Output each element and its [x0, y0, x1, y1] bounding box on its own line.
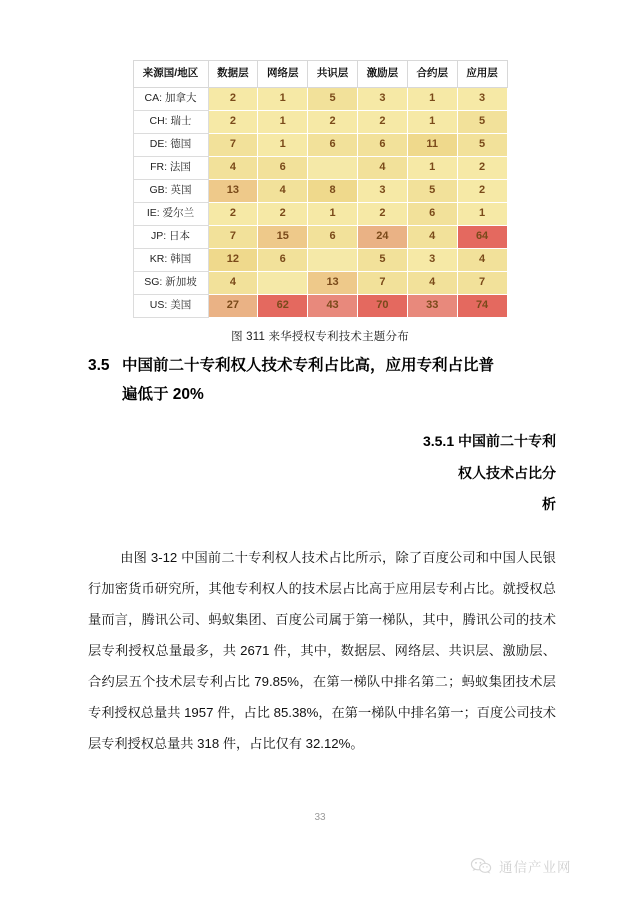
table-column-header: 共识层: [308, 61, 358, 88]
figure-block: [0, 60, 640, 344]
table-row: [133, 272, 507, 295]
table-row: [133, 249, 507, 272]
table-column-header: 激励层: [357, 61, 407, 88]
paragraph-text: 由图 3-12 中国前二十专利权人技术占比所示，除了百度公司和中国人民银行加密货币研究所，其他专利权人的技术层占比高于应用层专利占比。就授权总量而言，腾讯公司、蚂蚁集团、百度公司属于第一梯队，其中，腾讯公司的技术层专利授权总量最多，共 2671 件，其中，数据层、网络层、共识层、激励层、合约层五个技术层专利占比 79.85%，在第一梯队中排名第二；蚂蚁集团技术层专利授权总量共 1957 件，占比 85.38%，在第一梯队中排名第一；百度公司技术层专利授权总量共 318 件，占比仅有 32.12%。: [88, 550, 556, 751]
subsection-heading-line-1: 3.5.1 中国前二十专利: [422, 433, 556, 449]
table-row: [133, 157, 507, 180]
table-cell: [258, 272, 308, 295]
table-row: [133, 111, 507, 134]
table-cell: 33: [407, 295, 457, 318]
table-header: [133, 61, 507, 88]
table-cell: 3: [457, 88, 507, 111]
table-cell: 2: [258, 203, 308, 226]
patent-technology-heatmap-table: [133, 60, 508, 318]
table-cell: 7: [457, 272, 507, 295]
table-cell: 1: [457, 203, 507, 226]
table-cell: 2: [208, 88, 258, 111]
page-number: 33: [314, 812, 326, 823]
table-row-header: GB: 英国: [133, 180, 208, 203]
table-cell: 74: [457, 295, 507, 318]
subsection-heading-line-2: 权人技术占比分: [458, 464, 556, 481]
table-cell: 1: [407, 88, 457, 111]
table-cell: [308, 249, 358, 272]
table-cell: 7: [357, 272, 407, 295]
watermark-label: 通信产业网: [499, 860, 572, 875]
subsection-heading: [300, 426, 556, 521]
table-cell: 2: [457, 180, 507, 203]
table-row-header: DE: 德国: [133, 134, 208, 157]
table-row-header: CA: 加拿大: [133, 88, 208, 111]
table-row: [133, 295, 507, 318]
table-row-header: JP: 日本: [133, 226, 208, 249]
table-cell: 7: [208, 226, 258, 249]
table-corner-header: 来源国/地区: [133, 61, 208, 88]
table-column-header: 应用层: [457, 61, 507, 88]
table-cell: 2: [357, 111, 407, 134]
table-cell: 6: [357, 134, 407, 157]
table-cell: 4: [208, 157, 258, 180]
table-cell: 43: [308, 295, 358, 318]
table-body: [133, 88, 507, 318]
table-cell: 11: [407, 134, 457, 157]
table-cell: 1: [308, 203, 358, 226]
table-cell: 2: [457, 157, 507, 180]
wechat-icon: [470, 857, 492, 875]
table-cell: 2: [357, 203, 407, 226]
table-cell: 1: [407, 111, 457, 134]
table-cell: 4: [457, 249, 507, 272]
table-row-header: FR: 法国: [133, 157, 208, 180]
figure-caption: 图 311 来华授权专利技术主题分布: [231, 331, 409, 343]
section-heading: [88, 352, 556, 409]
table-cell: 5: [308, 88, 358, 111]
table-cell: 5: [457, 134, 507, 157]
table-cell: 4: [357, 157, 407, 180]
table-row: [133, 134, 507, 157]
table-cell: 8: [308, 180, 358, 203]
table-cell: 7: [208, 134, 258, 157]
table-row-header: US: 美国: [133, 295, 208, 318]
table-row: [133, 88, 507, 111]
section-number: 3.5: [88, 357, 110, 374]
table-cell: 27: [208, 295, 258, 318]
table-cell: 3: [357, 180, 407, 203]
table-column-header: 数据层: [208, 61, 258, 88]
table-cell: 5: [457, 111, 507, 134]
table-row: [133, 226, 507, 249]
table-cell: 4: [407, 272, 457, 295]
watermark: [470, 856, 572, 876]
table-row-header: KR: 韩国: [133, 249, 208, 272]
table-cell: 3: [357, 88, 407, 111]
table-cell: 6: [258, 157, 308, 180]
table-row: [133, 180, 507, 203]
table-column-header: 合约层: [407, 61, 457, 88]
table-cell: 13: [208, 180, 258, 203]
table-cell: 1: [258, 111, 308, 134]
table-cell: 4: [258, 180, 308, 203]
table-cell: 13: [308, 272, 358, 295]
section-heading-line-2: 遍低于 20%: [122, 385, 204, 403]
table-cell: 6: [407, 203, 457, 226]
table-cell: [308, 157, 358, 180]
table-cell: 1: [407, 157, 457, 180]
table-cell: 4: [208, 272, 258, 295]
table-cell: 70: [357, 295, 407, 318]
table-cell: 5: [357, 249, 407, 272]
table-column-header: 网络层: [258, 61, 308, 88]
table-cell: 1: [258, 134, 308, 157]
table-row-header: SG: 新加坡: [133, 272, 208, 295]
subsection-heading-line-3: 析: [542, 496, 556, 512]
table-cell: 3: [407, 249, 457, 272]
table-header-row: [133, 61, 507, 88]
table-cell: 6: [258, 249, 308, 272]
table-cell: 62: [258, 295, 308, 318]
body-paragraph: [88, 542, 556, 759]
table-cell: 4: [407, 226, 457, 249]
section-heading-line-1: 中国前二十专利权人技术专利占比高，应用专利占比普: [122, 357, 495, 374]
table-cell: 2: [208, 111, 258, 134]
table-cell: 5: [407, 180, 457, 203]
table-cell: 2: [308, 111, 358, 134]
table-cell: 64: [457, 226, 507, 249]
table-cell: 15: [258, 226, 308, 249]
table-row-header: IE: 爱尔兰: [133, 203, 208, 226]
table-cell: 12: [208, 249, 258, 272]
table-row-header: CH: 瑞士: [133, 111, 208, 134]
table-cell: 1: [258, 88, 308, 111]
table-row: [133, 203, 507, 226]
table-cell: 2: [208, 203, 258, 226]
table-cell: 24: [357, 226, 407, 249]
heatmap-table-wrapper: [0, 60, 640, 318]
table-cell: 6: [308, 134, 358, 157]
table-cell: 6: [308, 226, 358, 249]
